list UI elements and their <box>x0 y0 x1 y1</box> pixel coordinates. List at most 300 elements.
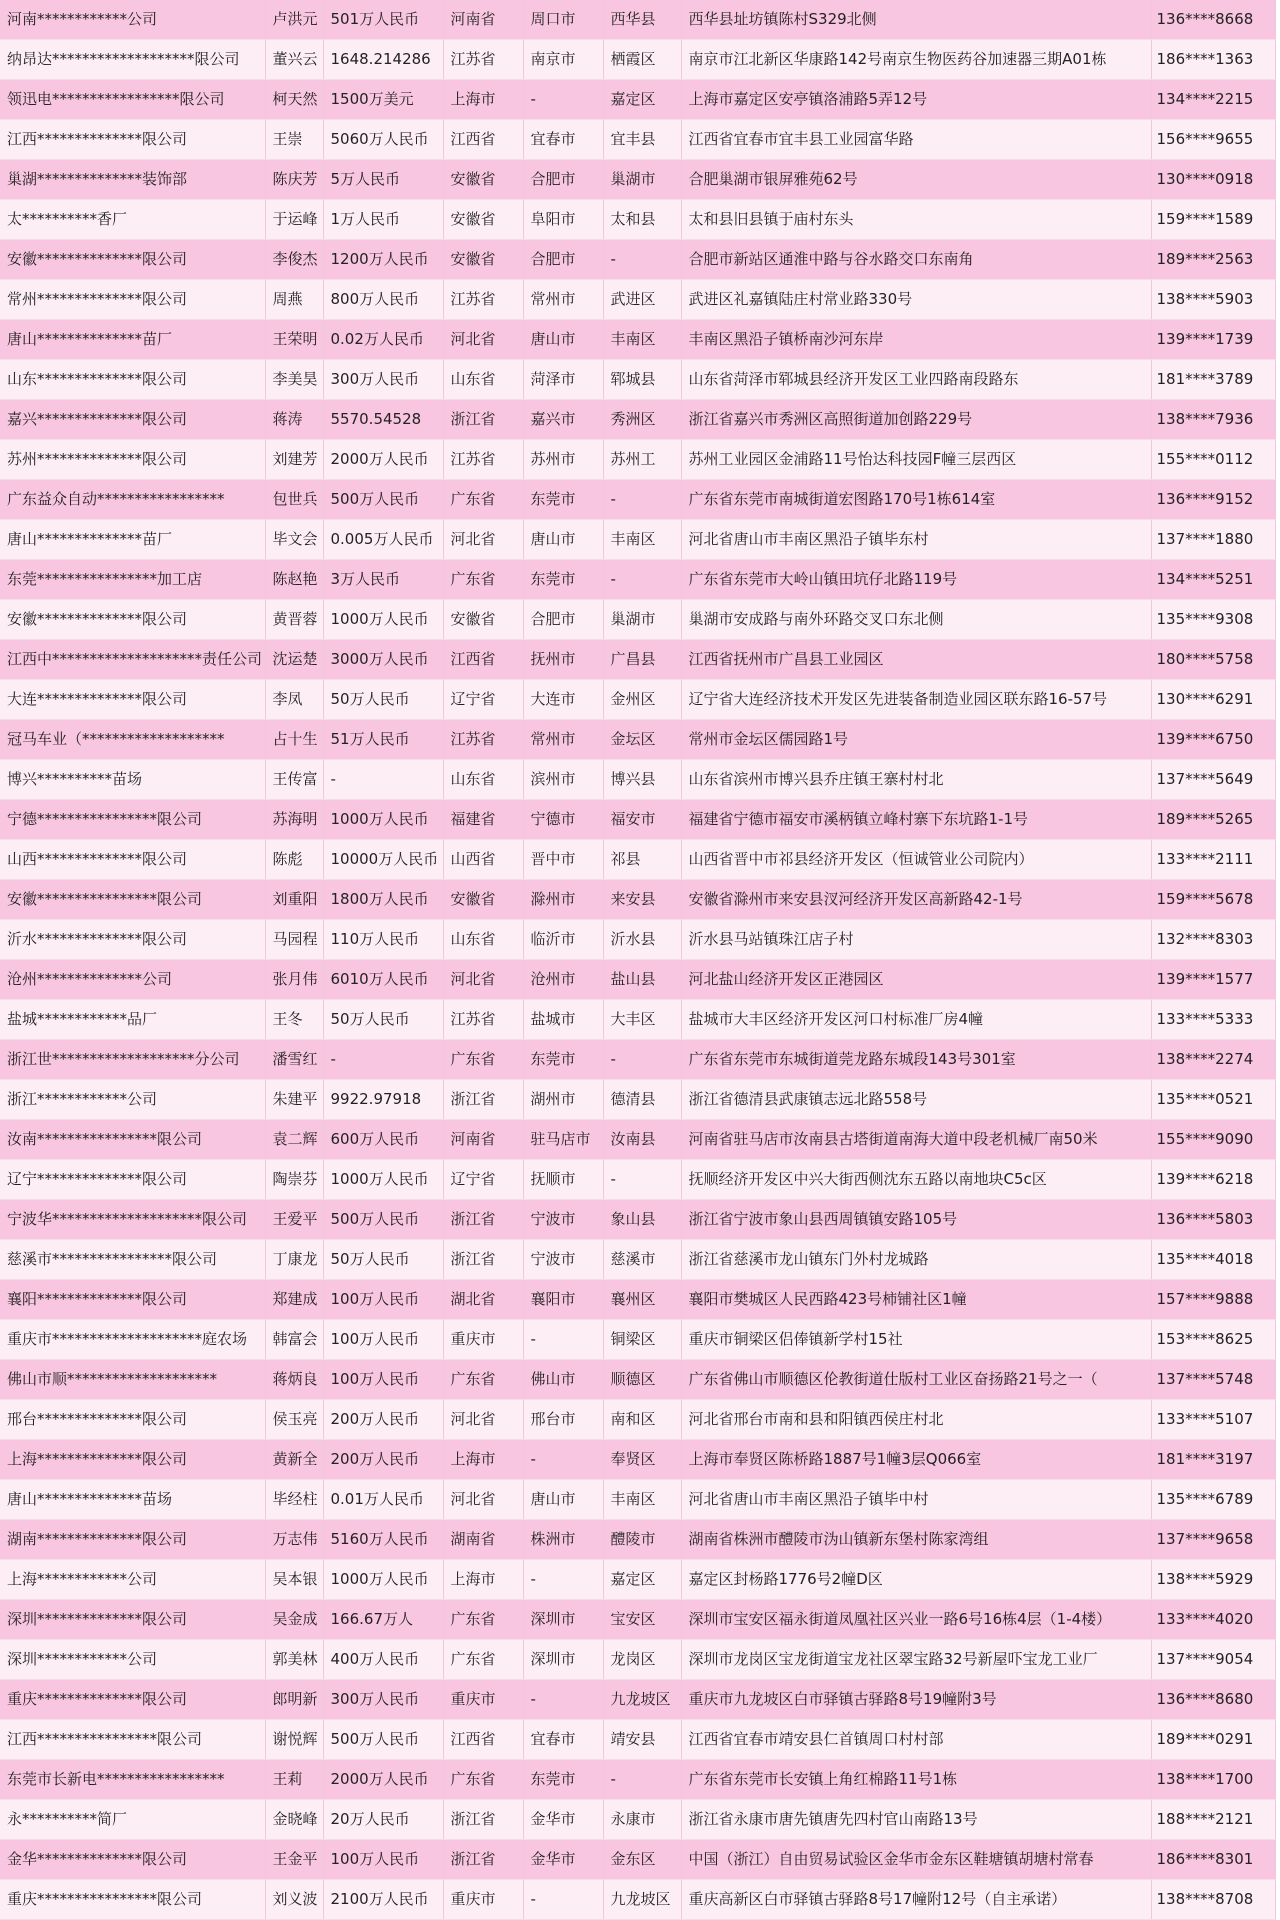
table-row <box>0 1160 1275 1200</box>
legal-rep-cell: 万志伟 <box>265 1520 323 1560</box>
registered-capital-cell: 10000万人民币 <box>323 840 443 880</box>
district-cell: 苏州工 <box>603 440 681 480</box>
district-cell: 汝南县 <box>603 1120 681 1160</box>
phone-cell: 138****7936 <box>1151 400 1275 440</box>
company-name-cell: 大连**************限公司 <box>0 680 265 720</box>
phone-cell: 133****2111 <box>1151 840 1275 880</box>
district-cell: - <box>603 1040 681 1080</box>
legal-rep-cell: 侯玉亮 <box>265 1400 323 1440</box>
district-cell: 嘉定区 <box>603 80 681 120</box>
city-cell: 株洲市 <box>523 1520 603 1560</box>
table-row <box>0 1800 1275 1840</box>
phone-cell: 137****5748 <box>1151 1360 1275 1400</box>
legal-rep-cell: 占十生 <box>265 720 323 760</box>
company-name-cell: 江西中********************责任公司 <box>0 640 265 680</box>
phone-cell: 133****5333 <box>1151 1000 1275 1040</box>
province-cell: 安徽省 <box>443 200 523 240</box>
registered-capital-cell: 1800万人民币 <box>323 880 443 920</box>
registered-capital-cell: 1200万人民币 <box>323 240 443 280</box>
company-name-cell: 沧州**************公司 <box>0 960 265 1000</box>
province-cell: 浙江省 <box>443 1840 523 1880</box>
legal-rep-cell: 吴本银 <box>265 1560 323 1600</box>
district-cell: 广昌县 <box>603 640 681 680</box>
phone-cell: 136****8680 <box>1151 1680 1275 1720</box>
phone-cell: 139****1577 <box>1151 960 1275 1000</box>
company-name-cell: 唐山**************苗厂 <box>0 320 265 360</box>
phone-cell: 133****5107 <box>1151 1400 1275 1440</box>
phone-cell: 138****1700 <box>1151 1760 1275 1800</box>
legal-rep-cell: 李凤 <box>265 680 323 720</box>
province-cell: 河北省 <box>443 960 523 1000</box>
registered-capital-cell: 6010万人民币 <box>323 960 443 1000</box>
registered-capital-cell: 9922.97918 <box>323 1080 443 1120</box>
phone-cell: 155****9090 <box>1151 1120 1275 1160</box>
province-cell: 河北省 <box>443 1480 523 1520</box>
address-cell: 常州市金坛区儒园路1号 <box>681 720 1151 760</box>
city-cell: 佛山市 <box>523 1360 603 1400</box>
registered-capital-cell: 5160万人民币 <box>323 1520 443 1560</box>
phone-cell: 139****6218 <box>1151 1160 1275 1200</box>
city-cell: 南京市 <box>523 40 603 80</box>
address-cell: 广东省东莞市大岭山镇田坑仔北路119号 <box>681 560 1151 600</box>
registered-capital-cell: 100万人民币 <box>323 1360 443 1400</box>
province-cell: 安徽省 <box>443 240 523 280</box>
address-cell: 山东省菏泽市郓城县经济开发区工业四路南段路东 <box>681 360 1151 400</box>
address-cell: 丰南区黑沿子镇桥南沙河东岸 <box>681 320 1151 360</box>
city-cell: 菏泽市 <box>523 360 603 400</box>
legal-rep-cell: 毕文会 <box>265 520 323 560</box>
table-row <box>0 320 1275 360</box>
city-cell: 宜春市 <box>523 120 603 160</box>
province-cell: 安徽省 <box>443 600 523 640</box>
address-cell: 安徽省滁州市来安县汊河经济开发区高新路42-1号 <box>681 880 1151 920</box>
legal-rep-cell: 马园程 <box>265 920 323 960</box>
phone-cell: 156****9655 <box>1151 120 1275 160</box>
registered-capital-cell: 1000万人民币 <box>323 1560 443 1600</box>
registered-capital-cell: 600万人民币 <box>323 1120 443 1160</box>
district-cell: 博兴县 <box>603 760 681 800</box>
district-cell: 西华县 <box>603 0 681 40</box>
legal-rep-cell: 金晓峰 <box>265 1800 323 1840</box>
city-cell: 湖州市 <box>523 1080 603 1120</box>
company-name-cell: 东莞市长新电***************** <box>0 1760 265 1800</box>
city-cell: 常州市 <box>523 280 603 320</box>
address-cell: 广东省东莞市南城街道宏图路170号1栋614室 <box>681 480 1151 520</box>
province-cell: 重庆市 <box>443 1680 523 1720</box>
table-row <box>0 1200 1275 1240</box>
phone-cell: 136****5803 <box>1151 1200 1275 1240</box>
table-row <box>0 480 1275 520</box>
phone-cell: 139****6750 <box>1151 720 1275 760</box>
legal-rep-cell: 刘建芳 <box>265 440 323 480</box>
table-row <box>0 40 1275 80</box>
district-cell: 德清县 <box>603 1080 681 1120</box>
table-row <box>0 800 1275 840</box>
province-cell: 广东省 <box>443 1600 523 1640</box>
city-cell: 邢台市 <box>523 1400 603 1440</box>
registered-capital-cell: 1500万美元 <box>323 80 443 120</box>
district-cell: 九龙坡区 <box>603 1880 681 1920</box>
province-cell: 山东省 <box>443 920 523 960</box>
legal-rep-cell: 卢洪元 <box>265 0 323 40</box>
city-cell: 宁波市 <box>523 1240 603 1280</box>
legal-rep-cell: 郭美林 <box>265 1640 323 1680</box>
province-cell: 山东省 <box>443 760 523 800</box>
company-name-cell: 重庆****************限公司 <box>0 1880 265 1920</box>
legal-rep-cell: 王荣明 <box>265 320 323 360</box>
legal-rep-cell: 董兴云 <box>265 40 323 80</box>
table-row <box>0 840 1275 880</box>
legal-rep-cell: 郑建成 <box>265 1280 323 1320</box>
city-cell: 阜阳市 <box>523 200 603 240</box>
city-cell: 晋中市 <box>523 840 603 880</box>
province-cell: 江西省 <box>443 120 523 160</box>
table-row <box>0 560 1275 600</box>
registered-capital-cell: 51万人民币 <box>323 720 443 760</box>
registered-capital-cell: 501万人民币 <box>323 0 443 40</box>
province-cell: 上海市 <box>443 1440 523 1480</box>
legal-rep-cell: 郎明新 <box>265 1680 323 1720</box>
province-cell: 广东省 <box>443 1040 523 1080</box>
company-name-cell: 冠马车业（******************* <box>0 720 265 760</box>
district-cell: 丰南区 <box>603 1480 681 1520</box>
city-cell: 周口市 <box>523 0 603 40</box>
city-cell: 盐城市 <box>523 1000 603 1040</box>
phone-cell: 135****9308 <box>1151 600 1275 640</box>
company-name-cell: 东莞****************加工店 <box>0 560 265 600</box>
district-cell: 象山县 <box>603 1200 681 1240</box>
phone-cell: 155****0112 <box>1151 440 1275 480</box>
district-cell: - <box>603 1160 681 1200</box>
table-row <box>0 1080 1275 1120</box>
company-name-cell: 苏州**************限公司 <box>0 440 265 480</box>
company-name-cell: 浙江************公司 <box>0 1080 265 1120</box>
company-name-cell: 唐山**************苗场 <box>0 1480 265 1520</box>
table-row <box>0 0 1275 40</box>
legal-rep-cell: 韩富会 <box>265 1320 323 1360</box>
table-row <box>0 80 1275 120</box>
company-name-cell: 嘉兴**************限公司 <box>0 400 265 440</box>
registered-capital-cell: 50万人民币 <box>323 680 443 720</box>
district-cell: 襄州区 <box>603 1280 681 1320</box>
address-cell: 重庆市九龙坡区白市驿镇古驿路8号19幢附3号 <box>681 1680 1151 1720</box>
city-cell: 合肥市 <box>523 160 603 200</box>
registered-capital-cell: 2000万人民币 <box>323 440 443 480</box>
province-cell: 广东省 <box>443 560 523 600</box>
company-name-cell: 金华**************限公司 <box>0 1840 265 1880</box>
city-cell: 东莞市 <box>523 560 603 600</box>
district-cell: 宜丰县 <box>603 120 681 160</box>
table-row <box>0 240 1275 280</box>
registered-capital-cell: 100万人民币 <box>323 1320 443 1360</box>
table-row <box>0 1600 1275 1640</box>
address-cell: 深圳市龙岗区宝龙街道宝龙社区翠宝路32号新屋吓宝龙工业厂 <box>681 1640 1151 1680</box>
province-cell: 安徽省 <box>443 160 523 200</box>
district-cell: 巢湖市 <box>603 600 681 640</box>
phone-cell: 134****5251 <box>1151 560 1275 600</box>
address-cell: 河北省邢台市南和县和阳镇西侯庄村北 <box>681 1400 1151 1440</box>
province-cell: 广东省 <box>443 480 523 520</box>
address-cell: 广东省东莞市长安镇上角红棉路11号1栋 <box>681 1760 1151 1800</box>
registered-capital-cell: 400万人民币 <box>323 1640 443 1680</box>
table-row <box>0 920 1275 960</box>
address-cell: 深圳市宝安区福永街道凤凰社区兴业一路6号16栋4层（1-4楼） <box>681 1600 1151 1640</box>
legal-rep-cell: 黄晋蓉 <box>265 600 323 640</box>
province-cell: 山西省 <box>443 840 523 880</box>
province-cell: 辽宁省 <box>443 680 523 720</box>
registered-capital-cell: - <box>323 1040 443 1080</box>
registered-capital-cell: 110万人民币 <box>323 920 443 960</box>
district-cell: 秀洲区 <box>603 400 681 440</box>
company-name-cell: 太**********香厂 <box>0 200 265 240</box>
table-row <box>0 1000 1275 1040</box>
address-cell: 上海市奉贤区陈桥路1887号1幢3层Q066室 <box>681 1440 1151 1480</box>
legal-rep-cell: 陈庆芳 <box>265 160 323 200</box>
address-cell: 重庆市铜梁区侣俸镇新学村15社 <box>681 1320 1151 1360</box>
address-cell: 浙江省慈溪市龙山镇东门外村龙城路 <box>681 1240 1151 1280</box>
address-cell: 抚顺经济开发区中兴大街西侧沈东五路以南地块C5c区 <box>681 1160 1151 1200</box>
registered-capital-cell: 5万人民币 <box>323 160 443 200</box>
legal-rep-cell: 毕经柱 <box>265 1480 323 1520</box>
legal-rep-cell: 张月伟 <box>265 960 323 1000</box>
city-cell: 东莞市 <box>523 480 603 520</box>
province-cell: 上海市 <box>443 80 523 120</box>
table-row <box>0 440 1275 480</box>
company-name-cell: 安徽**************限公司 <box>0 600 265 640</box>
province-cell: 江苏省 <box>443 40 523 80</box>
registered-capital-cell: 166.67万人 <box>323 1600 443 1640</box>
city-cell: 唐山市 <box>523 320 603 360</box>
province-cell: 辽宁省 <box>443 1160 523 1200</box>
company-name-cell: 上海**************限公司 <box>0 1440 265 1480</box>
district-cell: 丰南区 <box>603 320 681 360</box>
address-cell: 山西省晋中市祁县经济开发区（恒诚管业公司院内） <box>681 840 1151 880</box>
registered-capital-cell: 5060万人民币 <box>323 120 443 160</box>
address-cell: 江西省宜春市靖安县仁首镇周口村村部 <box>681 1720 1151 1760</box>
legal-rep-cell: 王冬 <box>265 1000 323 1040</box>
province-cell: 浙江省 <box>443 1800 523 1840</box>
registered-capital-cell: 1000万人民币 <box>323 1160 443 1200</box>
city-cell: 东莞市 <box>523 1760 603 1800</box>
city-cell: 襄阳市 <box>523 1280 603 1320</box>
legal-rep-cell: 柯天然 <box>265 80 323 120</box>
address-cell: 浙江省嘉兴市秀洲区高照街道加创路229号 <box>681 400 1151 440</box>
address-cell: 河北省唐山市丰南区黑沿子镇毕东村 <box>681 520 1151 560</box>
phone-cell: 136****8668 <box>1151 0 1275 40</box>
phone-cell: 180****5758 <box>1151 640 1275 680</box>
province-cell: 广东省 <box>443 1360 523 1400</box>
table-row <box>0 520 1275 560</box>
address-cell: 太和县旧县镇于庙村东头 <box>681 200 1151 240</box>
table-row <box>0 1680 1275 1720</box>
phone-cell: 137****9658 <box>1151 1520 1275 1560</box>
phone-cell: 181****3197 <box>1151 1440 1275 1480</box>
phone-cell: 159****5678 <box>1151 880 1275 920</box>
city-cell: 宜春市 <box>523 1720 603 1760</box>
company-name-cell: 佛山市顺******************** <box>0 1360 265 1400</box>
registered-capital-cell: 100万人民币 <box>323 1280 443 1320</box>
phone-cell: 138****5903 <box>1151 280 1275 320</box>
company-name-cell: 慈溪市****************限公司 <box>0 1240 265 1280</box>
district-cell: 太和县 <box>603 200 681 240</box>
city-cell: 临沂市 <box>523 920 603 960</box>
district-cell: 郓城县 <box>603 360 681 400</box>
phone-cell: 130****6291 <box>1151 680 1275 720</box>
province-cell: 安徽省 <box>443 880 523 920</box>
table-row <box>0 1640 1275 1680</box>
district-cell: 永康市 <box>603 1800 681 1840</box>
registered-capital-cell: - <box>323 760 443 800</box>
district-cell: 沂水县 <box>603 920 681 960</box>
company-name-cell: 浙江世*******************分公司 <box>0 1040 265 1080</box>
province-cell: 山东省 <box>443 360 523 400</box>
table-row <box>0 280 1275 320</box>
table-row <box>0 1560 1275 1600</box>
legal-rep-cell: 周燕 <box>265 280 323 320</box>
district-cell: 金东区 <box>603 1840 681 1880</box>
province-cell: 江苏省 <box>443 1000 523 1040</box>
registered-capital-cell: 100万人民币 <box>323 1840 443 1880</box>
address-cell: 西华县址坊镇陈村S329北侧 <box>681 0 1151 40</box>
phone-cell: 133****4020 <box>1151 1600 1275 1640</box>
legal-rep-cell: 黄新全 <box>265 1440 323 1480</box>
legal-rep-cell: 李俊杰 <box>265 240 323 280</box>
city-cell: 合肥市 <box>523 600 603 640</box>
district-cell: - <box>603 560 681 600</box>
table-row <box>0 1840 1275 1880</box>
table-row <box>0 1240 1275 1280</box>
company-name-cell: 山西**************限公司 <box>0 840 265 880</box>
company-name-cell: 沂水**************限公司 <box>0 920 265 960</box>
province-cell: 河南省 <box>443 0 523 40</box>
legal-rep-cell: 王金平 <box>265 1840 323 1880</box>
province-cell: 福建省 <box>443 800 523 840</box>
registered-capital-cell: 0.005万人民币 <box>323 520 443 560</box>
table-row <box>0 1120 1275 1160</box>
city-cell: 抚顺市 <box>523 1160 603 1200</box>
phone-cell: 138****5929 <box>1151 1560 1275 1600</box>
address-cell: 武进区礼嘉镇陆庄村常业路330号 <box>681 280 1151 320</box>
district-cell: 靖安县 <box>603 1720 681 1760</box>
phone-cell: 136****9152 <box>1151 480 1275 520</box>
table-row <box>0 200 1275 240</box>
legal-rep-cell: 刘重阳 <box>265 880 323 920</box>
city-cell: - <box>523 80 603 120</box>
registered-capital-cell: 2100万人民币 <box>323 1880 443 1920</box>
registered-capital-cell: 200万人民币 <box>323 1400 443 1440</box>
registered-capital-cell: 500万人民币 <box>323 1720 443 1760</box>
phone-cell: 189****5265 <box>1151 800 1275 840</box>
legal-rep-cell: 陈赵艳 <box>265 560 323 600</box>
registered-capital-cell: 1648.214286 <box>323 40 443 80</box>
company-name-cell: 纳昂达*******************限公司 <box>0 40 265 80</box>
city-cell: 宁德市 <box>523 800 603 840</box>
city-cell: 金华市 <box>523 1800 603 1840</box>
province-cell: 江苏省 <box>443 440 523 480</box>
company-name-cell: 深圳************公司 <box>0 1640 265 1680</box>
table-row <box>0 960 1275 1000</box>
company-name-cell: 巢湖**************装饰部 <box>0 160 265 200</box>
city-cell: - <box>523 1320 603 1360</box>
city-cell: - <box>523 1880 603 1920</box>
province-cell: 浙江省 <box>443 400 523 440</box>
phone-cell: 186****1363 <box>1151 40 1275 80</box>
registered-capital-cell: 50万人民币 <box>323 1000 443 1040</box>
city-cell: - <box>523 1560 603 1600</box>
district-cell: 大丰区 <box>603 1000 681 1040</box>
phone-cell: 181****3789 <box>1151 360 1275 400</box>
company-name-cell: 盐城************品厂 <box>0 1000 265 1040</box>
company-name-cell: 河南************公司 <box>0 0 265 40</box>
legal-rep-cell: 沈运楚 <box>265 640 323 680</box>
city-cell: 大连市 <box>523 680 603 720</box>
company-name-cell: 永**********简厂 <box>0 1800 265 1840</box>
legal-rep-cell: 丁康龙 <box>265 1240 323 1280</box>
legal-rep-cell: 陶崇芬 <box>265 1160 323 1200</box>
city-cell: - <box>523 1440 603 1480</box>
registered-capital-cell: 800万人民币 <box>323 280 443 320</box>
district-cell: 盐山县 <box>603 960 681 1000</box>
province-cell: 浙江省 <box>443 1240 523 1280</box>
city-cell: 沧州市 <box>523 960 603 1000</box>
district-cell: 南和区 <box>603 1400 681 1440</box>
district-cell: 丰南区 <box>603 520 681 560</box>
city-cell: 滨州市 <box>523 760 603 800</box>
province-cell: 上海市 <box>443 1560 523 1600</box>
company-name-cell: 宁波华********************限公司 <box>0 1200 265 1240</box>
city-cell: - <box>523 1680 603 1720</box>
address-cell: 盐城市大丰区经济开发区河口村标准厂房4幢 <box>681 1000 1151 1040</box>
registered-capital-cell: 5570.54528 <box>323 400 443 440</box>
table-row <box>0 1360 1275 1400</box>
province-cell: 江苏省 <box>443 280 523 320</box>
district-cell: 来安县 <box>603 880 681 920</box>
address-cell: 浙江省永康市唐先镇唐先四村官山南路13号 <box>681 1800 1151 1840</box>
table-row <box>0 720 1275 760</box>
company-name-cell: 襄阳**************限公司 <box>0 1280 265 1320</box>
company-name-cell: 博兴**********苗场 <box>0 760 265 800</box>
province-cell: 河北省 <box>443 320 523 360</box>
registered-capital-cell: 50万人民币 <box>323 1240 443 1280</box>
phone-cell: 138****2274 <box>1151 1040 1275 1080</box>
phone-cell: 139****1739 <box>1151 320 1275 360</box>
phone-cell: 186****8301 <box>1151 1840 1275 1880</box>
table-row <box>0 1440 1275 1480</box>
phone-cell: 130****0918 <box>1151 160 1275 200</box>
registered-capital-cell: 1万人民币 <box>323 200 443 240</box>
city-cell: 苏州市 <box>523 440 603 480</box>
legal-rep-cell: 包世兵 <box>265 480 323 520</box>
table-row <box>0 1400 1275 1440</box>
legal-rep-cell: 蒋炳良 <box>265 1360 323 1400</box>
district-cell: 栖霞区 <box>603 40 681 80</box>
registered-capital-cell: 0.01万人民币 <box>323 1480 443 1520</box>
table-row <box>0 1760 1275 1800</box>
phone-cell: 189****0291 <box>1151 1720 1275 1760</box>
phone-cell: 159****1589 <box>1151 200 1275 240</box>
table-row <box>0 600 1275 640</box>
table-row <box>0 1880 1275 1920</box>
phone-cell: 132****8303 <box>1151 920 1275 960</box>
province-cell: 广东省 <box>443 1640 523 1680</box>
company-name-cell: 重庆**************限公司 <box>0 1680 265 1720</box>
district-cell: 慈溪市 <box>603 1240 681 1280</box>
address-cell: 湖南省株洲市醴陵市沩山镇新东堡村陈家湾组 <box>681 1520 1151 1560</box>
company-name-cell: 重庆市********************庭农场 <box>0 1320 265 1360</box>
table-row <box>0 1720 1275 1760</box>
address-cell: 河南省驻马店市汝南县古塔街道南海大道中段老机械厂南50米 <box>681 1120 1151 1160</box>
address-cell: 中国（浙江）自由贸易试验区金华市金东区鞋塘镇胡塘村常春 <box>681 1840 1151 1880</box>
